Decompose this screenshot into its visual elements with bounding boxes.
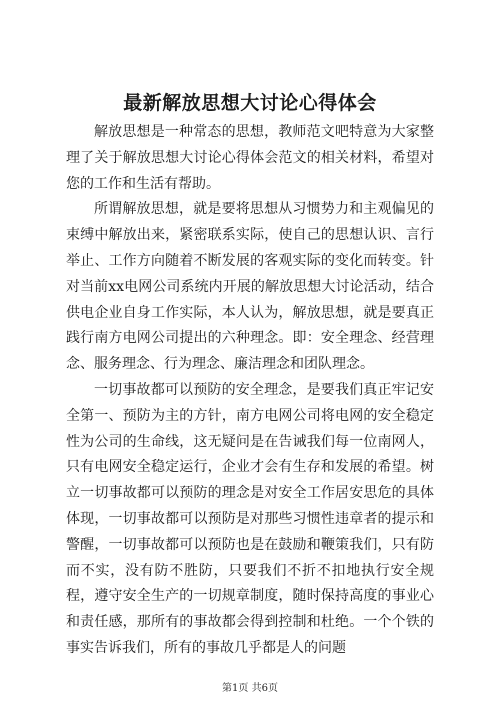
paragraph-safety: 一切事故都可以预防的安全理念，是要我们真正牢记安全第一、预防为主的方针，南方电网公司将电网的安全稳定性为公司的生命线，这无疑问是在告诫我们每一位南网人，只有电网安全稳定运行，企业才会有生存和发展的希望。树立一切事故都可以预防的理念是对安全工作居安思危的具体体现，一切事故都可以预防是对那些习惯性违章者的提示和警醒，一切事故都可以预防也是在鼓励和鞭策我们，只有防而不实，没有防不胜防，只要我们不折不扣地执行安全规程，遵守安全生产的一切规章制度，随时保持高度的事业心和责任感，那所有的事故都会得到控制和杜绝。一个个铁的事实告诉我们，所有的事故几乎都是人的问题 [66,381,434,656]
document-body [66,120,434,662]
paragraph-intro: 解放思想是一种常态的思想，教师范文吧特意为大家整理了关于解放思想大讨论心得体会范文的相关材料，希望对您的工作和生活有帮助。 [66,124,434,192]
document-title: 最新解放思想大讨论心得体会 [123,92,377,114]
paragraph-definition: 所谓解放思想，就是要将思想从习惯势力和主观偏见的束缚中解放出来，紧密联系实际，使自己的思想认识、言行举止、工作方向随着不断发展的客观实际的变化而转变。针对当前xx电网公司系统内开展的解放思想大讨论活动，结合供电企业自身工作实际，本人认为，解放思想，就是要真正践行南方电网公司提出的六种理念。即：安全理念、经营理念、服务理念、行为理念、廉洁理念和团队理念。 [66,201,434,373]
page-footer: 第1页 共6页 [222,683,278,694]
